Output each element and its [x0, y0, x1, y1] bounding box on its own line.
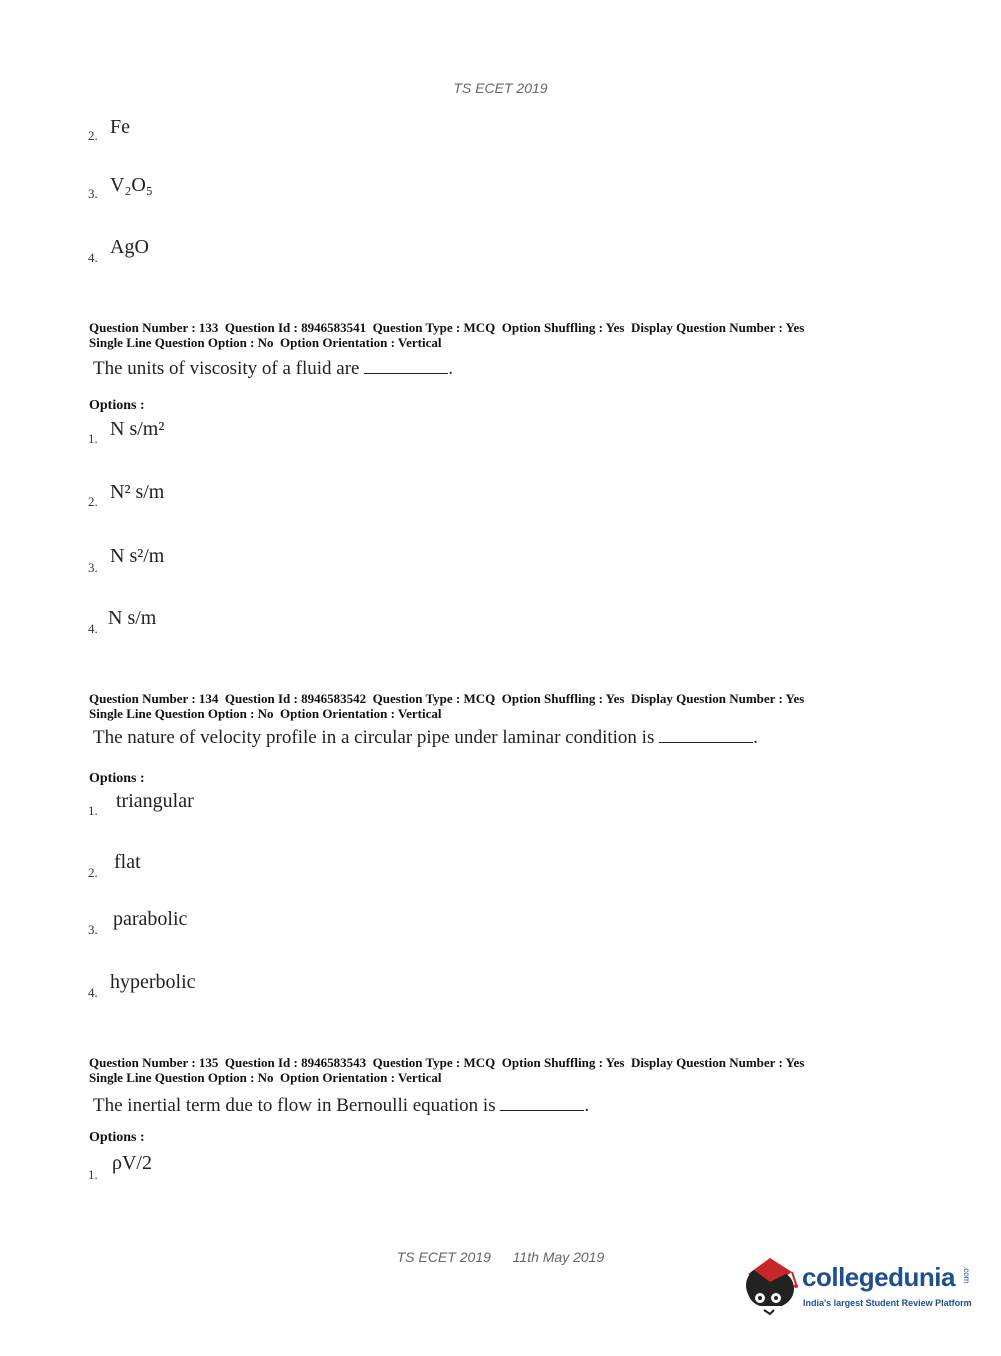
question-text: The nature of velocity profile in a circular pipe under laminar condition is [93, 727, 655, 748]
option-number: 4. [88, 621, 98, 636]
option-number: 2. [88, 494, 98, 509]
question-text: The inertial term due to flow in Bernoulli equation is [93, 1095, 496, 1116]
brand-suffix: .com [962, 1266, 971, 1284]
question-133-text-row: The units of viscosity of a fluid are . [93, 358, 453, 379]
option-text: N s²/m [110, 545, 165, 567]
question-meta-line1: Question Number : 134 Question Id : 8946583542 Question Type : MCQ Option Shuffling : Yes Display Question Number : Yes [89, 691, 805, 706]
option-number: 4. [88, 985, 98, 1000]
option-text: triangular [116, 790, 194, 812]
question-meta-line1: Question Number : 135 Question Id : 8946583543 Question Type : MCQ Option Shuffling : Yes Display Question Number : Yes [89, 1055, 805, 1070]
option-number: 3. [88, 186, 98, 201]
answer-blank [364, 357, 448, 374]
option-text: flat [114, 851, 141, 873]
answer-blank [500, 1094, 584, 1111]
options-label: Options : [89, 1130, 145, 1145]
option-number: 1. [88, 431, 98, 446]
brand-name: collegedunia [802, 1262, 955, 1292]
options-label: Options : [89, 398, 145, 413]
question-135-text-row: The inertial term due to flow in Bernoulli equation is . [93, 1095, 590, 1116]
footer-exam: TS ECET 2019 [396, 1249, 491, 1265]
question-meta-line2: Single Line Question Option : No Option Orientation : Vertical [89, 1070, 442, 1085]
option-number: 2. [88, 865, 98, 880]
option-text: ρV/2 [112, 1152, 152, 1174]
option-number: 3. [88, 922, 98, 937]
question-135-meta [89, 1055, 929, 1085]
option-text: N s/m² [110, 418, 165, 440]
option-number: 1. [88, 1167, 98, 1182]
option-number: 3. [88, 560, 98, 575]
question-meta-line2: Single Line Question Option : No Option Orientation : Vertical [89, 706, 442, 721]
brand-tagline: India's largest Student Review Platform [803, 1298, 972, 1308]
mascot-icon [740, 1250, 802, 1316]
option-text: V₂O₅ [110, 174, 153, 196]
question-meta-line2: Single Line Question Option : No Option Orientation : Vertical [89, 335, 442, 350]
options-label: Options : [89, 771, 145, 786]
option-number: 1. [88, 803, 98, 818]
answer-blank [659, 726, 753, 743]
question-133-meta [89, 320, 929, 350]
question-134-text-row: The nature of velocity profile in a circular pipe under laminar condition is . [93, 727, 758, 748]
option-text: Fe [110, 116, 130, 138]
option-number: 2. [88, 128, 98, 143]
page-header: TS ECET 2019 [453, 80, 548, 96]
footer-date: 11th May 2019 [512, 1249, 605, 1265]
collegedunia-logo [740, 1248, 975, 1318]
question-text: The units of viscosity of a fluid are [93, 358, 360, 379]
option-text: AgO [110, 236, 149, 258]
option-number: 4. [88, 250, 98, 265]
option-text: parabolic [113, 908, 188, 930]
option-text: hyperbolic [110, 971, 196, 993]
option-text: N² s/m [110, 481, 165, 503]
question-meta-line1: Question Number : 133 Question Id : 8946583541 Question Type : MCQ Option Shuffling : Yes Display Question Number : Yes [89, 320, 805, 335]
question-134-meta [89, 691, 929, 721]
option-text: N s/m [108, 607, 157, 629]
